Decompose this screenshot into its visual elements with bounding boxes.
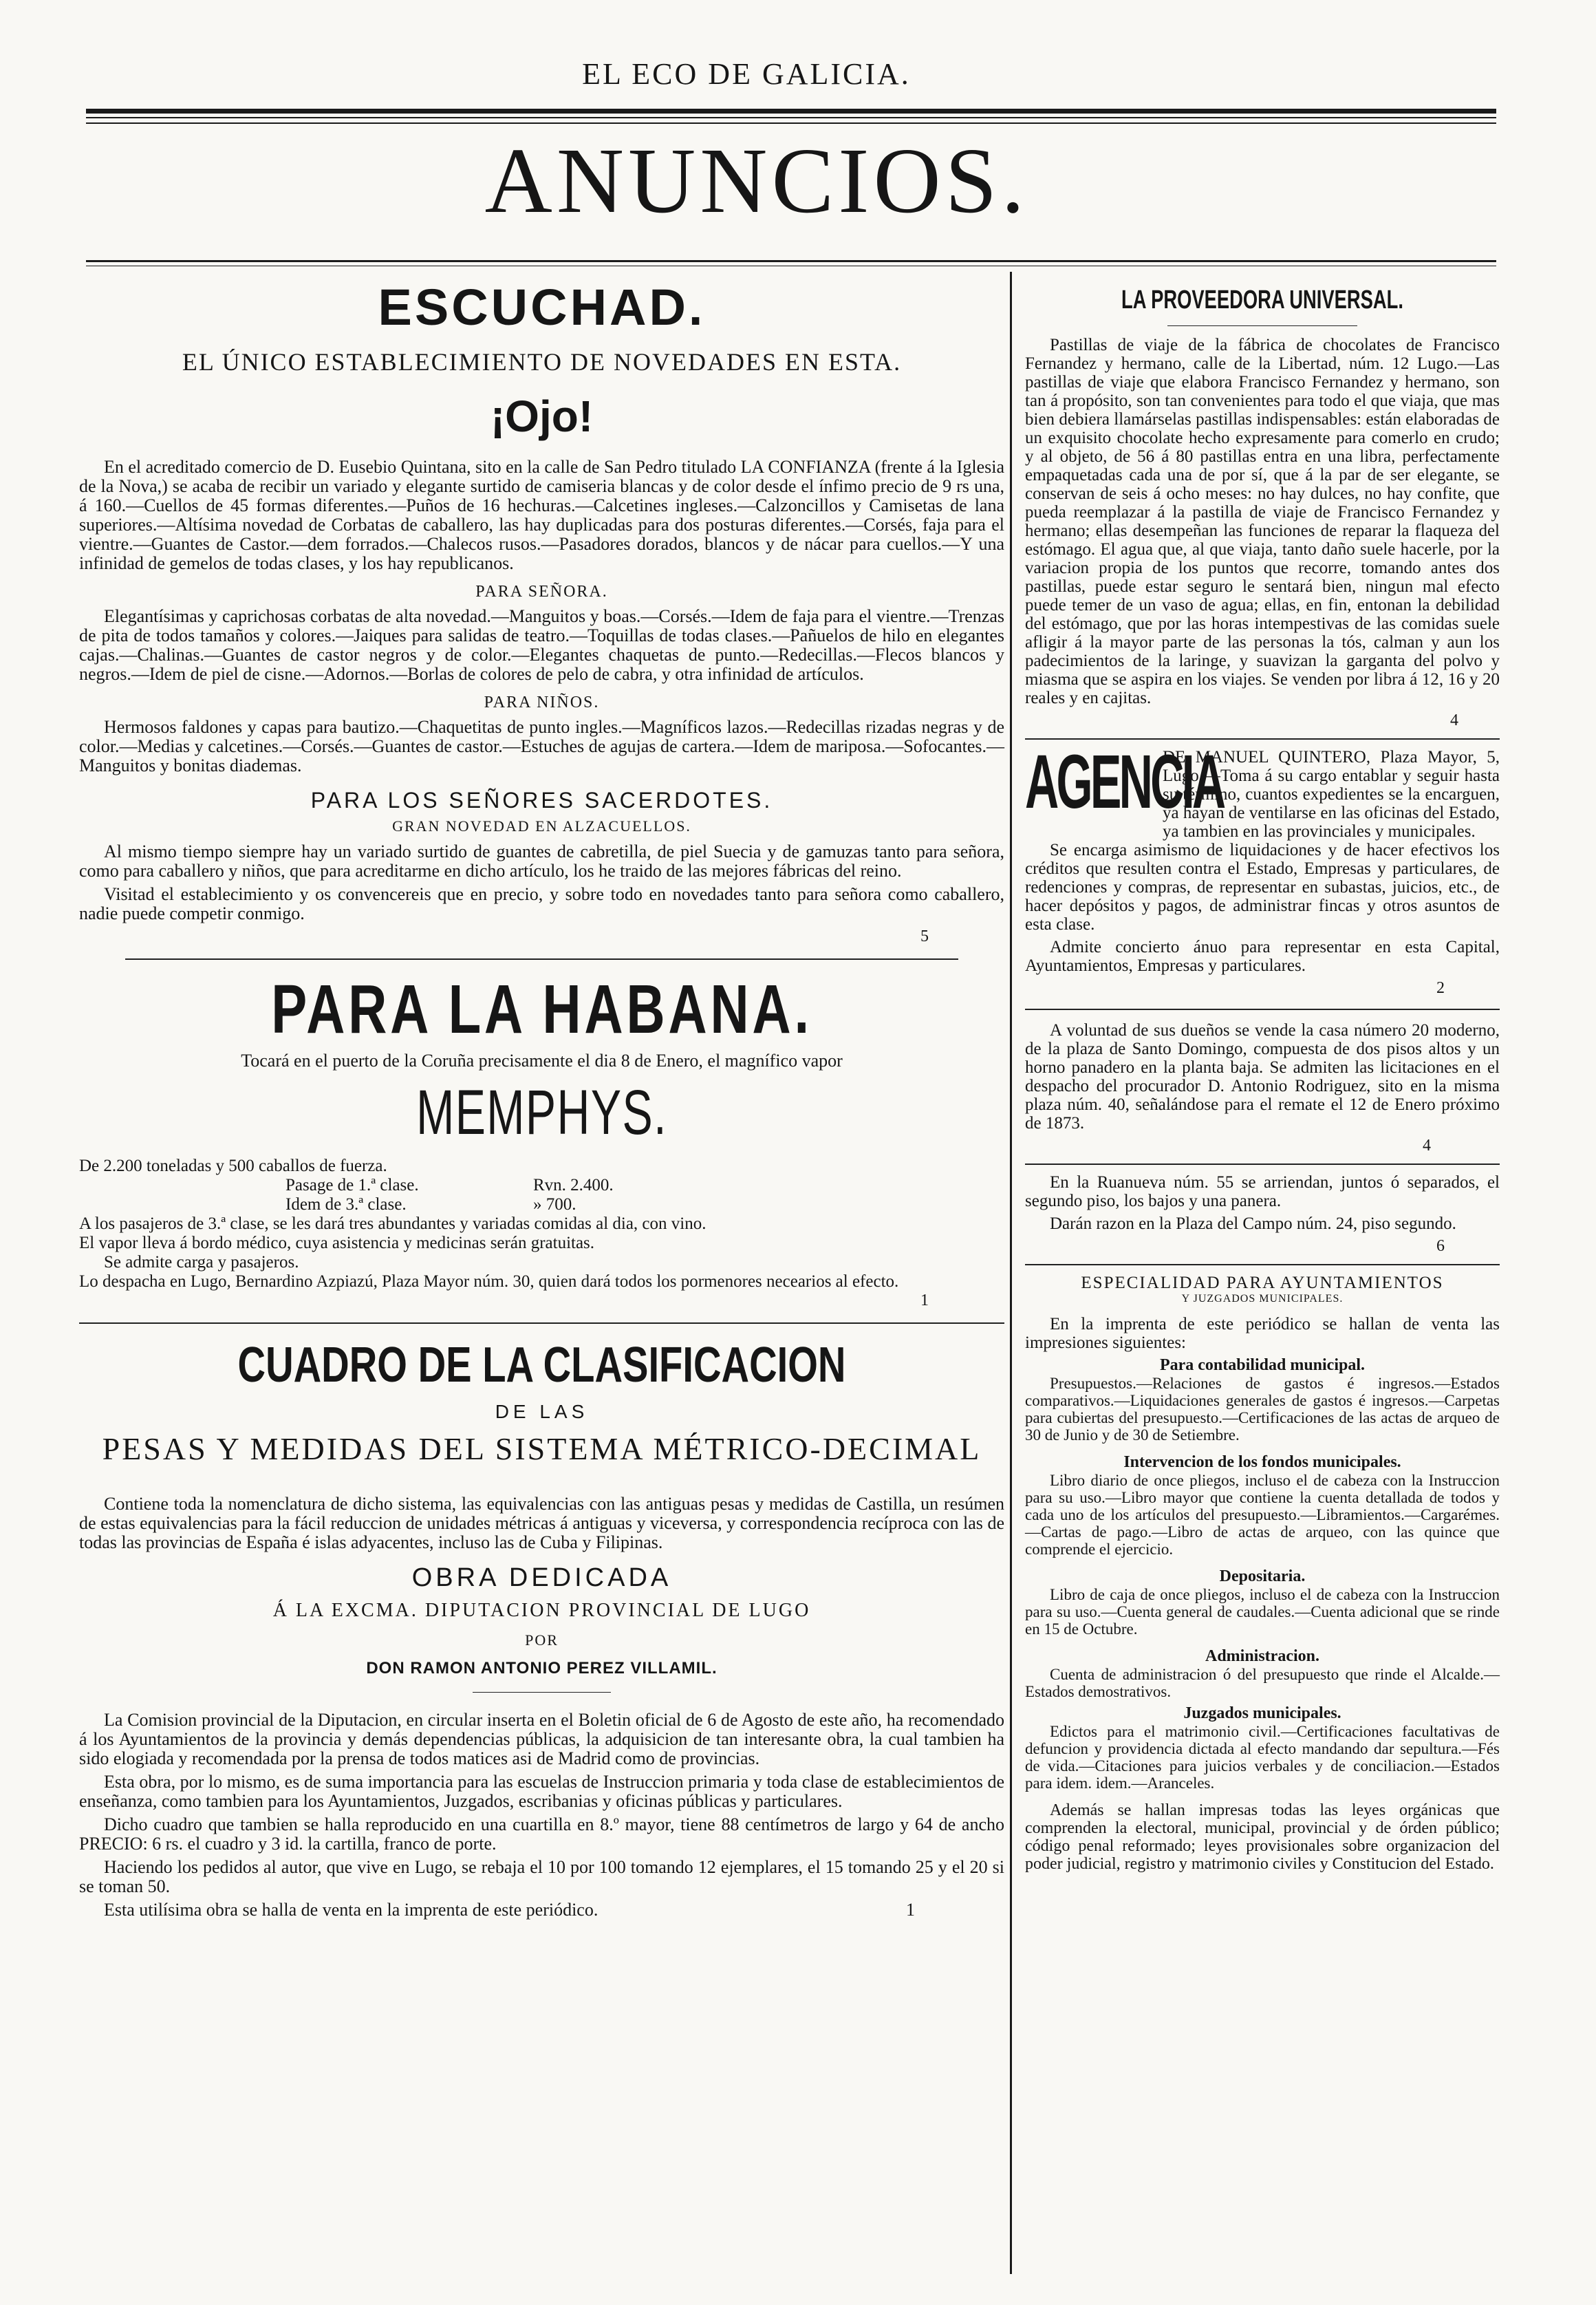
- habana-line4: Lo despacha en Lugo, Bernardino Azpiazú, Plaza Mayor núm. 30, quien dará todos los pormenores necearios al efecto.: [79, 1272, 899, 1291]
- right-column: [1025, 279, 1500, 1877]
- para-senora-text: Elegantísimas y caprichosas corbatas de alta novedad.—Manguitos y boas.—Corsés.—Idem de faja para el vientre.—Trenzas de pita de todos tamaños y colores.—Jaiques para salidas de teatro.—Toquillas de todas clases.—Pañuelos de hilo en elegantes cajas.—Chalinas.—Guantes de castor negros y de color.—Elegantes chaquetas de punto.—Redecillas.—Flecos blancos y negros.—Idem de piel de cisne.—Adornos.—Borlas de colores de pelo de cabra, y otra infinidad de artículos.: [79, 606, 1004, 684]
- agencia-ad: [1025, 740, 1500, 998]
- dedicada-a: Á LA EXCMA. DIPUTACION PROVINCIAL DE LUGO: [272, 1600, 811, 1621]
- agencia-text3: Admite concierto ánuo para representar en esta Capital, Ayuntamientos, Empresas y particulares.: [1025, 938, 1500, 975]
- habana-ad: [79, 972, 1004, 1310]
- cuadro-text5: Haciendo los pedidos al autor, que vive en Lugo, se rebaja el 10 por 100 tomando 12 ejemplares, el 15 tomando 25 y el 20 si se toman 50.: [79, 1857, 1004, 1896]
- cuadro-text2: La Comision provincial de la Diputacion, en circular inserta en el Boletin oficial de 6 de Agosto de este año, ha recomendado á los Ayuntamientos de la provincia y demás dependencias públicas, la adquisicion de tan interesante obra, la cual tambien ha sido elogiada y recomendada por la prensa de todos matices asi de Madrid como de provincias.: [79, 1710, 1004, 1768]
- para-ninos-heading: PARA NIÑOS.: [484, 694, 600, 711]
- escuchad-ad: [79, 279, 1004, 946]
- ship-name: MEMPHYS.: [416, 1078, 667, 1147]
- casa-text: A voluntad de sus dueños se vende la casa número 20 moderno, de la plaza de Santo Domingo, compuesta de dos pisos altos y un horno panadero en la planta baja. Se admiten las licitaciones en el despacho del procurador D. Antonio Rodriguez, sito en la misma plaza núm. 40, señalándose para el remate el 12 de Enero próximo de 1873.: [1025, 1021, 1500, 1133]
- cuadro-text4: Dicho cuadro que tambien se halla reproducido en una cuartilla en 8.º mayor, tiene 88 centímetros de largo y 64 de ancho PRECIO: 6 rs. el cuadro y 3 id. la cartilla, franco de porte.: [79, 1814, 1004, 1854]
- divider: [125, 958, 958, 960]
- fare-first-value: Rvn. 2.400.: [533, 1176, 614, 1194]
- para-ninos-text: Hermosos faldones y capas para bautizo.—Chaquetitas de punto ingles.—Magníficos lazos.—Redecillas rizadas negras y de color.—Medias y calcetines.—Corsés.—Guantes de castor.—Estuches de agujas de cartera.—Idem de mariposa.—Sofocantes.—Manguitos y bonitas diademas.: [79, 717, 1004, 775]
- proveedora-ad: [1025, 284, 1500, 730]
- interv-text: Libro diario de once pliegos, incluso el de cabeza con la Instruccion para su uso.—Libro mayor que contiene la cuenta detallada de todos y cada uno de los artículos del presupuesto.—Libramientos.—Cargarémes.—Cartas de pago.—Libro de actas de arqueo, con las quince que comprende el ejercicio.: [1025, 1472, 1500, 1558]
- fare-row-first: [79, 1176, 1004, 1195]
- escuchad-intro: En el acreditado comercio de D. Eusebio Quintana, sito en la calle de San Pedro titulado LA CONFIANZA (frente á la Iglesia de la Nova,) se acaba de recibir un variado y elegante surtido de camiseria blancas y de color desde el ínfimo precio de 9 rs una, á 160.—Cuellos de 45 formas diferentes.—Puños de 16 hechuras.—Calcetines ingleses.—Calzoncillos y Camisetas de lana superiores.—Altísima novedad de Corbatas de caballero, las hay duplicadas para dos posturas diferentes.—Corsés, faja para el vientre.—Guantes de Castor.—dem forrados.—Chalecos rusos.—Pasadores dorados, blancos y de nácar para cuellos.—Y una infinidad de gemelos de todas clases, y los hay republicanos.: [79, 457, 1004, 573]
- proveedora-number: 4: [1450, 711, 1458, 729]
- casa-ad: [1025, 1021, 1500, 1155]
- newspaper-title: EL ECO DE GALICIA.: [582, 57, 911, 91]
- fare-third-value: » 700.: [533, 1195, 576, 1214]
- divider: [473, 1692, 612, 1693]
- admin-text: Cuenta de administracion ó del presupuesto que rinde el Alcalde.—Estados demostrativos.: [1025, 1666, 1500, 1700]
- sacerdotes-sub: GRAN NOVEDAD EN ALZACUELLOS.: [392, 817, 691, 835]
- divider: [1025, 1009, 1500, 1010]
- fare-first-label: Pasage de 1.ª clase.: [285, 1176, 419, 1194]
- especialidad-title: ESPECIALIDAD PARA AYUNTAMIENTOS: [1081, 1274, 1444, 1292]
- habana-title: PARA LA HABANA.: [271, 972, 812, 1047]
- interv-heading: Intervencion de los fondos municipales.: [1123, 1453, 1401, 1471]
- proveedora-title: LA PROVEEDORA UNIVERSAL.: [1121, 286, 1403, 314]
- habana-line3: Se admite carga y pasajeros.: [104, 1253, 299, 1272]
- fare-third-label: Idem de 3.ª clase.: [285, 1195, 407, 1214]
- header-rule-thin: [86, 117, 1496, 118]
- proveedora-text: Pastillas de viaje de la fábrica de chocolates de Francisco Fernandez y hermano, calle de la Libertad, núm. 12 Lugo.—Las pastillas de viaje que elabora Francisco Fernandez y hermano, son tan á propósito, son tan convenientes para todo el que viaja, que mas bien debiera llamárselas pastillas indispensables: están elaboradas de un exquisito chocolate hecho expresamente para comerlo en crudo; y al objeto, de 56 á 80 pastillas entra en una libra, perfectamente empaquetadas cada una de por sí, que á la par de ser elegante, se conservan de seis á ocho meses: no hay dulces, no hay confite, que pueda reemplazar á la pastilla de viaje de Francisco Fernandez y hermano; ellas desempeñan las funciones de reparar la flaqueza del estómago. El agua que, al que viaja, tanto daño suele hacerle, por la variacion propia de los puntos que recorre, tomando antes dos pastillas, puede estar seguro le sentará bien, ningun mal efecto puede temer de un vaso de agua; ellas, en fin, entonan la debilidad del estómago, que por las horas intempestivas de las comidas suele afligir á la mayor parte de las personas la tós, calman y aun los padecimientos de la laringe, y suavizan la garganta del polvo y miasma que se aspira en los viajes. Se venden por libra á 12, 16 y 20 reales y en cajitas.: [1025, 336, 1500, 707]
- escuchad-closing: Visitad el establecimiento y os convencereis que en precio, y sobre todo en novedades tanto para señora como caballero, nadie puede competir conmigo.: [79, 884, 1004, 923]
- especialidad-ad: [1025, 1274, 1500, 1873]
- divider: [1025, 1264, 1500, 1265]
- ruanueva-text1: En la Ruanueva núm. 55 se arriendan, juntos ó separados, el segundo piso, los bajos y una panera.: [1025, 1173, 1500, 1210]
- para-senora-heading: PARA SEÑORA.: [475, 583, 608, 601]
- juzg-text: Edictos para el matrimonio civil.—Certificaciones facultativas de defuncion y providencia dictada al efecto mandando dar sepultura.—Fés de vida.—Citaciones para juicios verbales y de conciliacion.—Estados para idem. idem.—Aranceles.: [1025, 1723, 1500, 1792]
- habana-number: 1: [920, 1291, 929, 1309]
- ruanueva-ad: [1025, 1173, 1500, 1256]
- habana-tonnage: De 2.200 toneladas y 500 caballos de fuerza.: [79, 1157, 387, 1175]
- page-title: ANUNCIOS.: [484, 129, 1029, 233]
- contab-heading: Para contabilidad municipal.: [1159, 1356, 1366, 1374]
- leyes-text: Además se hallan impresas todas las leyes orgánicas que comprenden la electoral, municipal, provincial y de órden público; código penal reformado; leyes provisionales sobre organizacion del poder judicial, registro y matrimonio civiles y Constitucion del Estado.: [1025, 1801, 1500, 1873]
- escuchad-number: 5: [920, 928, 929, 945]
- agencia-text2: Se encarga asimismo de liquidaciones y de hacer efectivos los créditos que resulten contra el Estado, Empresas y particulares, de redenciones y compras, de representar en subastas, juicios, etc., de hacer depósitos y pagos, de administrar fincas y otros asuntos de esta clase.: [1025, 841, 1500, 934]
- cuadro-text3: Esta obra, por lo mismo, es de suma importancia para las escuelas de Instruccion primaria y toda clase de establecimientos de enseñanza, como tambien para los Ayuntamientos, Juzgados, escribanias y oficinas públicas y particulares.: [79, 1772, 1004, 1811]
- column-divider: [1010, 272, 1012, 2274]
- cuadro-text1: Contiene toda la nomenclatura de dicho sistema, las equivalencias con las antiguas pesas y medidas de Castilla, un resúmen de estas equivalencias para la fácil reduccion de unidades métricas á antiguas y viceversa, y correspondencia recíproca con las de todas las provincias de España é islas adyacentes, incluso las de Cuba y Filipinas.: [79, 1494, 1004, 1552]
- cuadro-number: 1: [906, 1900, 915, 1920]
- escuchad-subtitle: EL ÚNICO ESTABLECIMIENTO DE NOVEDADES EN ESTA.: [182, 348, 902, 376]
- cuadro-text6: Esta utilísima obra se halla de venta en la imprenta de este periódico.: [104, 1900, 598, 1920]
- cuadro-title: CUADRO DE LA CLASIFICACION: [237, 1338, 846, 1393]
- agencia-number: 2: [1436, 979, 1445, 997]
- depos-text: Libro de caja de once pliegos, incluso el de cabeza con la Instruccion para su uso.—Cuenta general de caudales.—Cuenta adicional que se rinde en 15 de Octubre.: [1025, 1586, 1500, 1638]
- habana-intro: Tocará en el puerto de la Coruña precisamente el dia 8 de Enero, el magnífico vapor: [241, 1051, 843, 1071]
- title-rule: [86, 260, 1496, 262]
- agencia-text1: DE MANUEL QUINTERO, Plaza Mayor, 5, Lugo.—Toma á su cargo entablar y seguir hasta su término, cuantos expedientes se la encarguen, ya hayan de ventilarse en las oficinas del Estado, ya tambien en las provinciales y municipales.: [1163, 748, 1500, 841]
- sacerdotes-text: Al mismo tiempo siempre hay un variado surtido de guantes de cabretilla, de piel Suecia y de gamuzas tanto para señora, como para caballero y niños, que para acreditarme en dicho artículo, los he traido de las mejores fábricas del reino.: [79, 841, 1004, 881]
- divider: [1167, 325, 1357, 326]
- cuadro-subtitle: PESAS Y MEDIDAS DEL SISTEMA MÉTRICO-DECIMAL: [102, 1431, 982, 1466]
- cuadro-author: DON RAMON ANTONIO PEREZ VILLAMIL.: [366, 1659, 718, 1677]
- cuadro-de-las: DE LAS: [495, 1401, 589, 1422]
- escuchad-title: ESCUCHAD.: [378, 279, 706, 336]
- admin-heading: Administracion.: [1205, 1647, 1319, 1665]
- agencia-word: AGENCIA: [1025, 740, 1224, 824]
- casa-number: 4: [1423, 1137, 1431, 1155]
- especialidad-intro: En la imprenta de este periódico se hallan de venta las impresiones siguientes:: [1025, 1315, 1500, 1352]
- left-column: [79, 279, 1004, 1920]
- contab-text: Presupuestos.—Relaciones de gastos é ingresos.—Estados comparativos.—Liquidaciones generales de gastos é ingresos.—Carpetas para cubiertas del presupuesto.—Certificaciones de las actas de arqueo de 30 de Junio y de 30 de Setiembre.: [1025, 1375, 1500, 1444]
- fare-row-third: [79, 1195, 1004, 1214]
- depos-heading: Depositaria.: [1219, 1567, 1306, 1585]
- sacerdotes-heading: PARA LOS SEÑORES SACERDOTES.: [310, 788, 773, 813]
- ruanueva-number: 6: [1436, 1237, 1445, 1255]
- divider: [1025, 1164, 1500, 1165]
- juzg-heading: Juzgados municipales.: [1183, 1704, 1341, 1722]
- ruanueva-text2: Darán razon en la Plaza del Campo núm. 24, piso segundo.: [1050, 1214, 1456, 1233]
- por-label: POR: [525, 1631, 559, 1649]
- cuadro-ad: [79, 1336, 1004, 1920]
- divider: [79, 1322, 1004, 1324]
- header-rule-thin-2: [86, 122, 1496, 124]
- obra-dedicada: OBRA DEDICADA: [411, 1563, 672, 1592]
- ojo-heading: ¡Ojo!: [490, 392, 594, 441]
- habana-line1: A los pasajeros de 3.ª clase, se les dará tres abundantes y variadas comidas al dia, con vino.: [79, 1214, 707, 1233]
- especialidad-subtitle: Y JUZGADOS MUNICIPALES.: [1181, 1293, 1344, 1305]
- habana-line2: El vapor lleva á bordo médico, cuya asistencia y medicinas serán gratuitas.: [79, 1234, 595, 1252]
- header-rule-thick: [86, 109, 1496, 114]
